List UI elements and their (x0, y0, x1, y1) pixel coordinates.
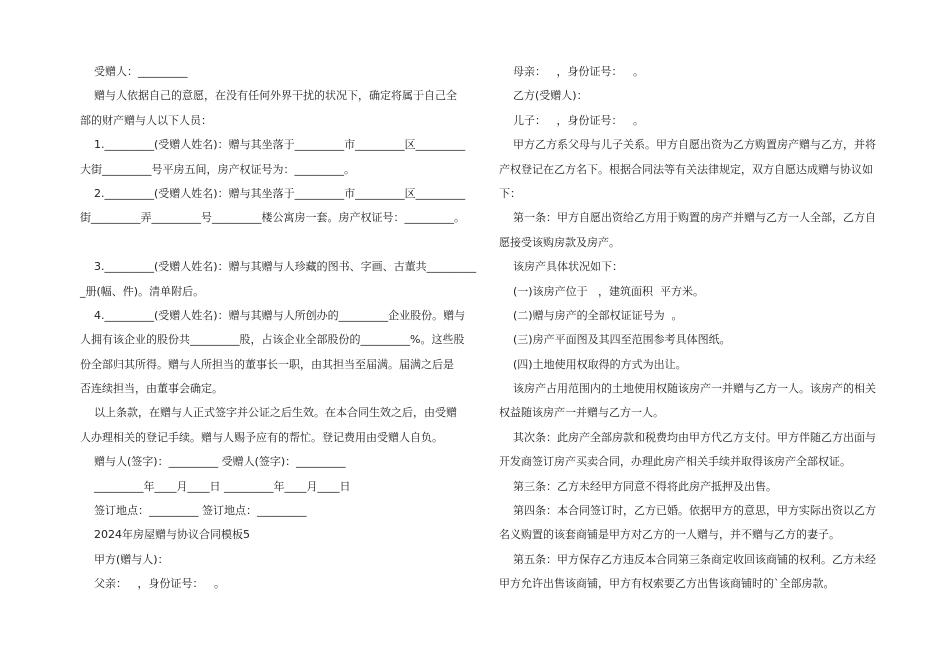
right-text-line: 名义购置的该套商铺是甲方对乙方的一人赠与，并不赠与乙方的妻子。 (499, 528, 840, 542)
left-text-line: 签订地点：_________ 签订地点：_________ (80, 504, 307, 518)
left-text-line: 父亲： ，身份证号： 。 (80, 577, 225, 591)
right-text-line: 开发商签订房产买卖合同，办理此房产相关手续并取得该房产全部权证。 (499, 455, 851, 469)
right-column (499, 60, 877, 597)
left-text-line: 4._________(受赠人姓名)：赠与其赠与人所创办的_________企业股份。赠与 (80, 308, 466, 322)
left-text-line: 2._________(受赠人姓名)：赠与其坐落于_________市_________区_________ (80, 186, 466, 200)
right-text-line: (三)房产平面图及其四至范围参考具体图纸。 (499, 333, 731, 347)
right-text-line: 母亲： ，身份证号： 。 (499, 65, 644, 78)
right-text-line: 其次条：此房产全部房款和税费均由甲方代乙方支付。甲方伴随乙方出面与 (499, 430, 876, 444)
right-text-line: 甲方乙方系父母与儿子关系。甲方自愿出资为乙方购置房产赠与乙方，并将 (499, 138, 876, 152)
left-text-line: 受赠人：_________ (80, 65, 188, 78)
right-text-line: (二)赠与房产的全部权证证号为 。 (499, 308, 683, 322)
right-text-line: 该房产具体状况如下： (499, 260, 623, 274)
right-text-line: 第四条：本合同签订时，乙方已婚。依据甲方的意思，甲方实际出资以乙方 (499, 504, 876, 518)
left-text-line: 3._________(受赠人姓名)：赠与其赠与人珍藏的图书、字画、古董共_________ (80, 260, 477, 274)
left-text-line: 人办理相关的登记手续。赠与人赐予应有的帮忙。登记费用由受赠人自负。 (80, 430, 443, 444)
right-text-line: (一)该房产位于 ，建筑面积 平方米。 (499, 284, 705, 298)
left-text-line: 大街_________号平房五间，房产权证号为：_________。 (80, 162, 355, 176)
left-text-line: 份全部归其所得。赠与人所担当的董事长一职，由其担当至届满。届满之后是 (80, 357, 454, 371)
right-text-line: 第三条：乙方未经甲方同意不得将此房产抵押及出售。 (499, 479, 777, 493)
left-text-line: _册(幅、件)。清单附后。 (80, 284, 205, 298)
left-text-line: _________年____月____日 _________年____月____日 (80, 479, 351, 493)
right-text-line: 儿子： ，身份证号： 。 (499, 113, 644, 127)
left-text-line: 2024年房屋赠与协议合同模板5 (80, 528, 250, 542)
right-text-line: 第五条：甲方保存乙方违反本合同第三条商定收回该商铺的权利。乙方未经 (499, 552, 876, 566)
left-text-line: 赠与人依据自己的意愿，在没有任何外界干扰的状况下，确定将属于自己全 (80, 89, 457, 103)
right-text-line: 产权登记在乙方名下。根据合同法等有关法律规定，双方自愿达成赠与协议如 (499, 162, 873, 176)
right-text-line: (四)土地使用权取得的方式为出让。 (499, 357, 687, 371)
right-text-line: 乙方(受赠人)： (499, 89, 588, 103)
left-text-line: 否连续担当，由董事会确定。 (80, 382, 223, 396)
left-text-line: 甲方(赠与人)： (80, 552, 169, 566)
left-text-line: 街_________弄_________号_________楼公寓房一套。房产权证号：_________。 (80, 211, 465, 225)
right-text-line: 甲方允许出售该商铺，甲方有权索要乙方出售该商铺时的`全部房款。 (499, 577, 835, 591)
right-text-line: 第一条：甲方自愿出资给乙方用于购置的房产并赠与乙方一人全部，乙方自 (499, 211, 876, 225)
right-text-line: 愿接受该购房款及房产。 (499, 235, 620, 249)
left-column (80, 60, 477, 597)
right-text-line: 权益随该房产一并赠与乙方一人。 (499, 406, 664, 420)
right-text-line: 下： (499, 186, 521, 200)
left-text-line: 人拥有该企业的股份共_________股，占该企业全部股份的_________%。这些股 (80, 333, 465, 347)
paragraph-gap (80, 231, 458, 255)
left-text-line: 以上条款，在赠与人正式签字并公证之后生效。在本合同生效之后，由受赠 (80, 406, 457, 420)
left-text-line: 1._________(受赠人姓名)：赠与其坐落于_________市_________区_________ (80, 138, 466, 152)
left-text-line: 赠与人(签字)：_________ 受赠人(签字)：_________ (80, 455, 346, 469)
left-text-line: 部的财产赠与人以下人员： (80, 113, 212, 127)
right-text-line: 该房产占用范围内的土地使用权随该房产一并赠与乙方一人。该房产的相关 (499, 382, 876, 396)
